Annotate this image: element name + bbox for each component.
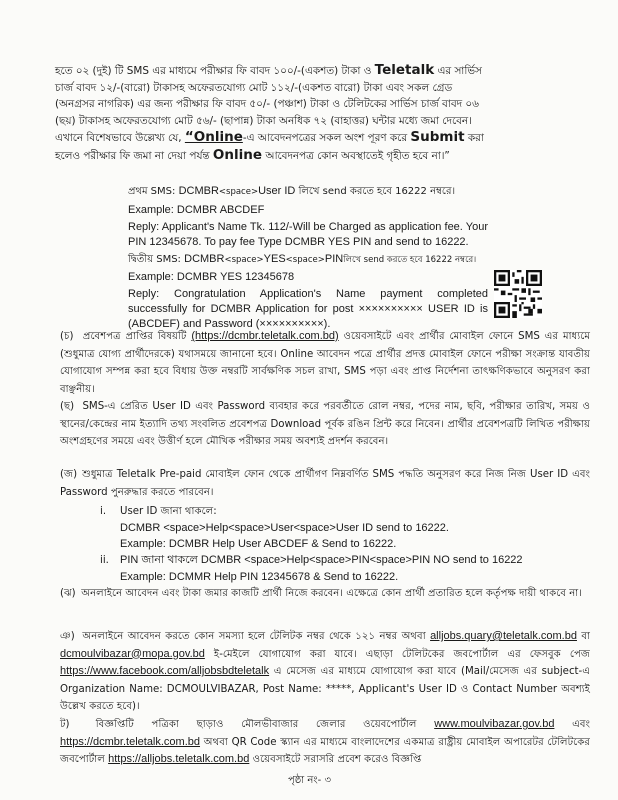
second-sms-pin: PIN [324,253,344,265]
space-token: <space> [218,187,259,197]
item-ta-text-a: বিজ্ঞপ্তিটি পত্রিকা ছাড়াও মৌলভীবাজার জেলার ওয়েবপোর্টাল [95,719,417,730]
item-label: (ঝ) [60,588,76,599]
teletalk-word: Teletalk [374,62,435,78]
intro-line-5a: এখানে বিশেষভাবে উল্লেখ্য যে, [55,132,182,144]
space-token: <space> [285,255,325,265]
first-sms-tail: লিখে send করতে হবে 16222 নম্বরে। [298,186,456,197]
item-jha [60,585,590,603]
first-sms-cmd: DCMBR [178,185,219,197]
item-ja-text: শুধুমাত্র Teletalk Pre-paid মোবাইল ফোন থেকে প্রার্থীগণ নিম্নবর্ণিত SMS পদ্ধতি অনুসরণ করে নিজ নিজ User ID এবং Password পুনরুদ্ধার করতে পারবেন। [60,469,590,498]
email-link-dc[interactable]: dcmoulvibazar@mopa.gov.bd [60,647,205,660]
item-ta-text-b: অথবা QR Code স্ক্যান এর মাধ্যমে বাংলাদেশের একমাত্র রাষ্ট্রীয় মোবাইল অপারেটর টেলিটকের জবপোর্টাল [60,736,590,765]
alljobs-link[interactable]: https://alljobs.teletalk.com.bd [108,753,250,765]
item-ta [60,716,590,769]
intro-line-5c: করা [467,132,484,144]
sub-num: i. [100,506,107,517]
online-emphasis-1: “Online [184,129,243,145]
item-cha-text-a: প্রবেশপত্র প্রাপ্তির বিষয়টি [82,331,187,342]
space-token: <space> [224,255,264,265]
intro-line-6b: আবেদনপত্র কোন অবস্থাতেই গৃহীত হবে না।” [265,149,450,162]
item-ta-text-c: ওয়েবসাইটে সরাসরি প্রবেশ করেও বিজ্ঞপ্তি [252,754,422,765]
item-label: ঞ) [60,631,75,642]
reply-2: Reply: Congratulation Application's Name payment completed successfully for DCMBR Application for post ×××××××××× USER ID is (ABCDEF) and Password (××××××××××). [128,288,488,330]
item-cha [60,328,590,398]
item-nya-text-b: ই-মেইলে যোগাযোগ করা যাবে। এছাড়া টেলিটকের জবপোর্টাল এর ফেসবুক পেজ [213,648,590,660]
userid-command: DCMBR <space>Help<space>User<space>User ID send to 16222. [120,522,449,534]
item-label: (জ) [60,469,78,480]
item-chha [60,398,590,451]
first-sms-label: প্রথম SMS: [128,186,176,197]
second-sms-label: দ্বিতীয় SMS: [128,254,181,265]
item-jha-text: অনলাইনে আবেদন এবং টাকা জমার কাজটি প্রার্থী নিজে করবেন। এক্ষেত্রে কোন প্রার্থী প্রতারিত হলে কর্তৃপক্ষ দায়ী থাকবে না। [81,588,582,599]
dcmbr-teletalk-link[interactable]: https://dcmbr.teletalk.com.bd [60,735,201,748]
example-2: Example: DCMBR YES 12345678 [128,271,295,283]
pin-example: Example: DCMMR Help PIN 12345678 & Send to 16222. [120,571,399,583]
intro-line-3: (অনগ্রসর নাগরিক) এর জন্য পরীক্ষার ফি বাবদ ৫০/- (পঞ্চাশ) টাকা ও টেলিটকের সার্ভিস চার্জ বাবদ ০৬ [55,98,479,110]
intro-line-5b: -এ আবেদনপত্রের সকল অংশ পূরণ করে [242,132,408,144]
reply-1: Reply: Applicant's Name Tk. 112/-Will be Charged as application fee. Your PIN 12345678. To pay fee Type DCMBR YES PIN and send to 16222. [128,221,488,248]
item-label: (চ) [60,331,74,342]
item-ta-and: এবং [572,719,590,730]
item-nya-text-a: অনলাইনে আবেদন করতে কোন সমস্যা হলে টেলিটক নম্বর থেকে ১২১ নম্বর অথবা [82,631,426,642]
item-cha-text-b: ওয়েবসাইটে এবং প্রার্থীর মোবাইল ফোনে SMS এর মাধ্যমে (শুধুমাত্র যোগ্য প্রার্থীদেরকে) যথাসময়ে জানানো হবে। Online আবেদন পত্রে প্রার্থীর প্রদত্ত মোবাইল ফোনে পরীক্ষা সংক্রান্ত যাবতীয় যোগাযোগ সম্পন্ন করা হবে বিধায় উক্ত নম্বরটি সার্বক্ষণিক সচল রাখা, SMS পড়া এবং প্রাপ্ত নির্দেশনা তাৎক্ষণিকভাবে অনুসরণ করা বাঞ্ছনীয়। [60,331,590,395]
second-sms-line [128,252,488,268]
district-portal-link[interactable]: www.moulvibazar.gov.bd [434,718,555,730]
item-nya-or: বা [581,631,590,642]
userid-known-title: User ID জানা থাকলে: [120,506,217,517]
qr-code-icon[interactable] [494,270,542,318]
intro-line-4: (ছয়) টাকাসহ অফেরতযোগ্য মোট ৫৬/- (ছাপান্ন) টাকা অনধিক ৭২ (বাহাত্তর) ঘন্টার মধ্যে জমা দেবেন। [55,114,472,127]
item-chha-text: SMS-এ প্রেরিত User ID এবং Password ব্যবহার করে পরবর্তীতে রোল নম্বর, পদের নাম, ছবি, পরীক্ষার তারিখ, সময় ও স্থানের/কেন্দ্রের নাম ইত্যাদি তথ্য সংবলিত প্রবেশপত্র Download পূর্বক রঙিন প্রিন্ট করে নিবেন। প্রার্থীর প্রবেশপত্রটি লিখিত পরীক্ষায় অংশগ্রহণের সময়ে এবং উত্তীর্ণ হলে মৌখিক পরীক্ষার সময় অবশ্যই প্রদর্শন করবেন। [60,401,590,447]
facebook-link[interactable]: https://www.facebook.com/alljobsbdteletalk [60,665,270,677]
second-sms-yes: YES [263,253,286,265]
intro-line-1: হতে ০২ (দুই) টি SMS এর মাধ্যমে পরীক্ষার ফি বাবদ ১০০/-(একশত) টাকা ও [55,65,372,77]
example-1: Example: DCMBR ABCDEF [128,204,265,216]
second-sms-cmd: DCMBR [184,253,225,265]
intro-line-2: চার্জ বাবদ ১২/-(বারো) টাকাসহ অফেরতযোগ্য মোট ১১২/-(একশত বারো) টাকা এবং সকল গ্রেড [55,81,453,94]
recovery-pin [100,552,570,585]
online-emphasis-2: Online [212,146,263,163]
fee-paragraph [55,62,580,164]
first-sms-line [128,184,488,200]
intro-line-1b: এর সার্ভিস [437,65,482,77]
item-ja [60,466,590,501]
recovery-userid [100,504,570,552]
item-nya [60,628,590,716]
item-label: ট) [60,719,70,730]
email-link-teletalk[interactable]: alljobs.quary@teletalk.com.bd [430,630,577,642]
first-sms-userid: User ID [258,185,296,197]
page-number: পৃষ্ঠা নং- ৩ [288,775,331,786]
item-nya-text-c: এ মেসেজ এর মাধ্যমে যোগাযোগ করা যাবে (Mail/মেসেজ এর subject-এ Organization Name: DCMOULVIBAZAR, Post Name: *****, Applicant's User ID ও Contact Number অবশ্যই উল্লেখ করতে হবে)। [60,666,590,712]
sms-block [128,184,488,332]
sub-num: ii. [100,555,109,566]
admit-card-link[interactable]: (https://dcmbr.teletalk.com.bd) [191,330,339,342]
pin-command: PIN জানা থাকলে DCMBR <space>Help<space>PIN<space>PIN NO send to 16222 [120,554,523,566]
submit-word: Submit [410,129,465,145]
intro-line-6a: হলেও পরীক্ষার ফি জমা না দেয়া পর্যন্ত [55,149,210,162]
userid-example: Example: DCMBR Help User ABCDEF & Send to 16222. [120,538,397,550]
item-label: (ছ) [60,401,75,412]
second-sms-tail: লিখে send করতে হবে 16222 নম্বরে। [343,255,477,265]
